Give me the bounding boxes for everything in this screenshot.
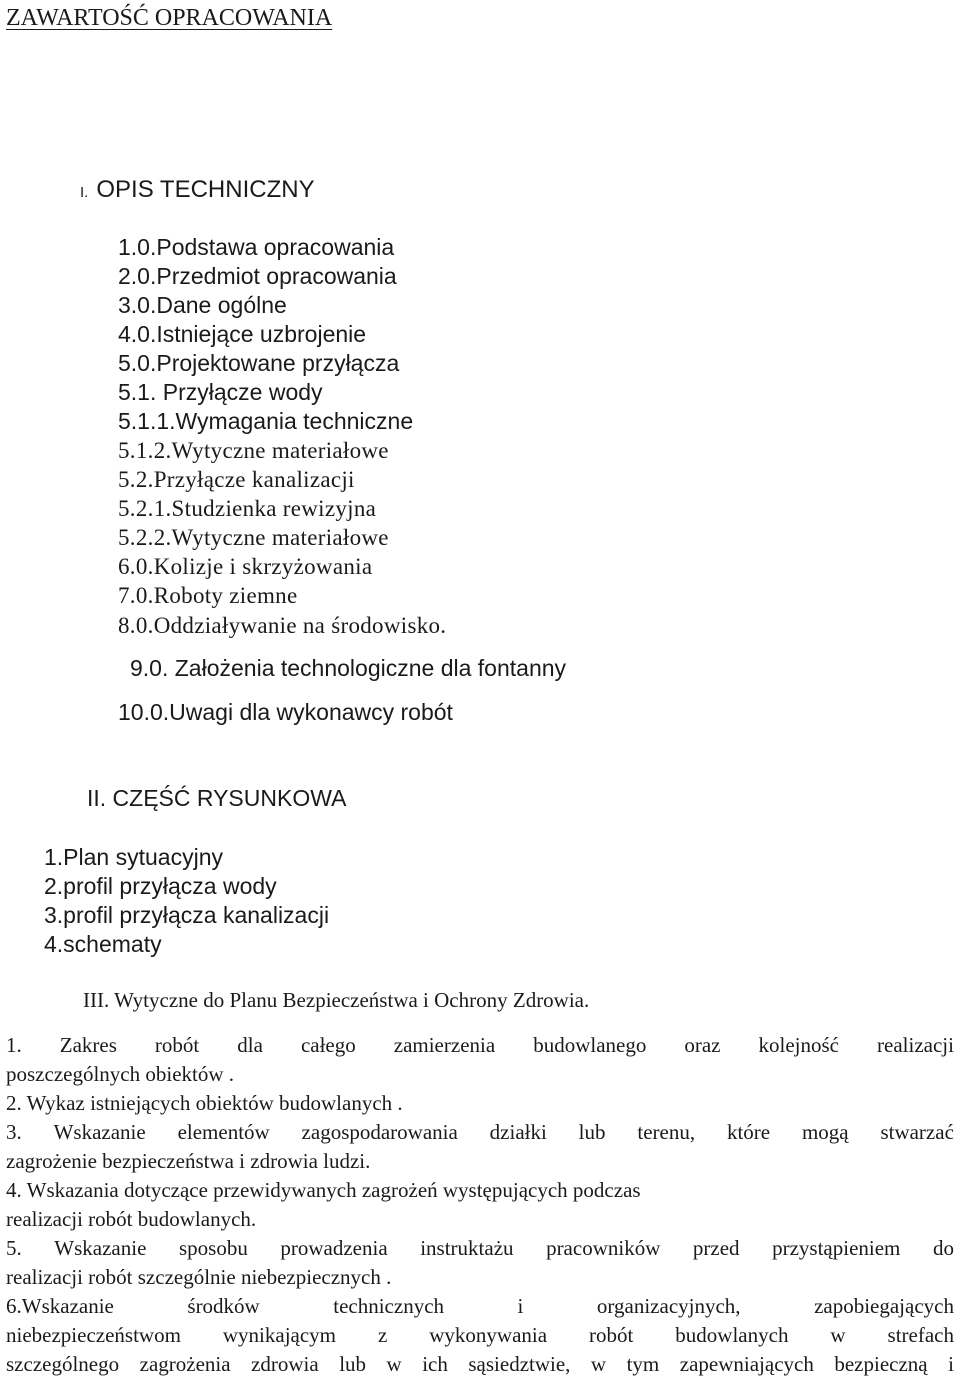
section-3-line: 3. Wskazanie elementów zagospodarowania działki lub terenu, które mogą stwarzać bbox=[6, 1120, 954, 1144]
section-3-line: 4. Wskazania dotyczące przewidywanych zagrożeń występujących podczas bbox=[6, 1178, 641, 1202]
section-1-numeral: I. bbox=[80, 184, 89, 201]
section-3-line: realizacji robót budowlanych. bbox=[6, 1207, 257, 1231]
toc-item: 8.0.Oddziaływanie na środowisko. bbox=[118, 613, 447, 638]
toc-item: 10.0.Uwagi dla wykonawcy robót bbox=[118, 699, 453, 725]
toc-item: 5.2.2.Wytyczne materiałowe bbox=[118, 525, 389, 550]
section-3-line: zagrożenie bezpieczeństwa i zdrowia ludzi. bbox=[6, 1149, 371, 1173]
toc-item: 6.0.Kolizje i skrzyżowania bbox=[118, 554, 373, 579]
toc-item: 7.0.Roboty ziemne bbox=[118, 583, 298, 608]
toc-item: 9.0. Założenia technologiczne dla fontanny bbox=[130, 655, 567, 681]
section-3-line: poszczególnych obiektów . bbox=[6, 1062, 235, 1086]
toc-item: 5.1.1.Wymagania techniczne bbox=[118, 408, 414, 434]
drawing-item: 1.Plan sytuacyjny bbox=[44, 844, 223, 870]
section-2-heading: II. CZĘŚĆ RYSUNKOWA bbox=[87, 785, 347, 811]
section-3-heading: III. Wytyczne do Planu Bezpieczeństwa i Ochrony Zdrowia. bbox=[83, 988, 590, 1012]
toc-item: 5.1.2.Wytyczne materiałowe bbox=[118, 438, 389, 463]
drawing-item: 2.profil przyłącza wody bbox=[44, 873, 277, 899]
section-1-label: OPIS TECHNICZNY bbox=[96, 176, 315, 203]
section-3-line: 2. Wykaz istniejących obiektów budowlanych . bbox=[6, 1091, 403, 1115]
toc-item: 3.0.Dane ogólne bbox=[118, 292, 287, 318]
section-3-line: realizacji robót szczególnie niebezpiecznych . bbox=[6, 1265, 392, 1289]
section-3-line: szczególnego zagrożenia zdrowia lub w ich sąsiedztwie, w tym zapewniających bezpieczną i bbox=[6, 1352, 954, 1376]
section-3-line: niebezpieczeństwom wynikającym z wykonywania robót budowlanych w strefach bbox=[6, 1323, 954, 1347]
toc-item: 5.2.1.Studzienka rewizyjna bbox=[118, 496, 377, 521]
toc-item: 4.0.Istniejące uzbrojenie bbox=[118, 321, 367, 347]
section-3-line: 5. Wskazanie sposobu prowadzenia instruktażu pracowników przed przystąpieniem do bbox=[6, 1236, 954, 1260]
section-3-line: 1. Zakres robót dla całego zamierzenia budowlanego oraz kolejność realizacji bbox=[6, 1033, 954, 1057]
toc-item: 1.0.Podstawa opracowania bbox=[118, 234, 395, 260]
page-title: ZAWARTOŚĆ OPRACOWANIA bbox=[6, 5, 333, 31]
toc-item: 5.2.Przyłącze kanalizacji bbox=[118, 467, 355, 492]
drawing-item: 4.schematy bbox=[44, 931, 162, 957]
toc-item: 2.0.Przedmiot opracowania bbox=[118, 263, 397, 289]
section-1-heading bbox=[80, 178, 315, 202]
toc-item: 5.0.Projektowane przyłącza bbox=[118, 350, 400, 376]
drawing-item: 3.profil przyłącza kanalizacji bbox=[44, 902, 330, 928]
toc-item: 5.1. Przyłącze wody bbox=[118, 379, 323, 405]
section-3-line: 6.Wskazanie środków technicznych i organizacyjnych, zapobiegających bbox=[6, 1294, 954, 1318]
